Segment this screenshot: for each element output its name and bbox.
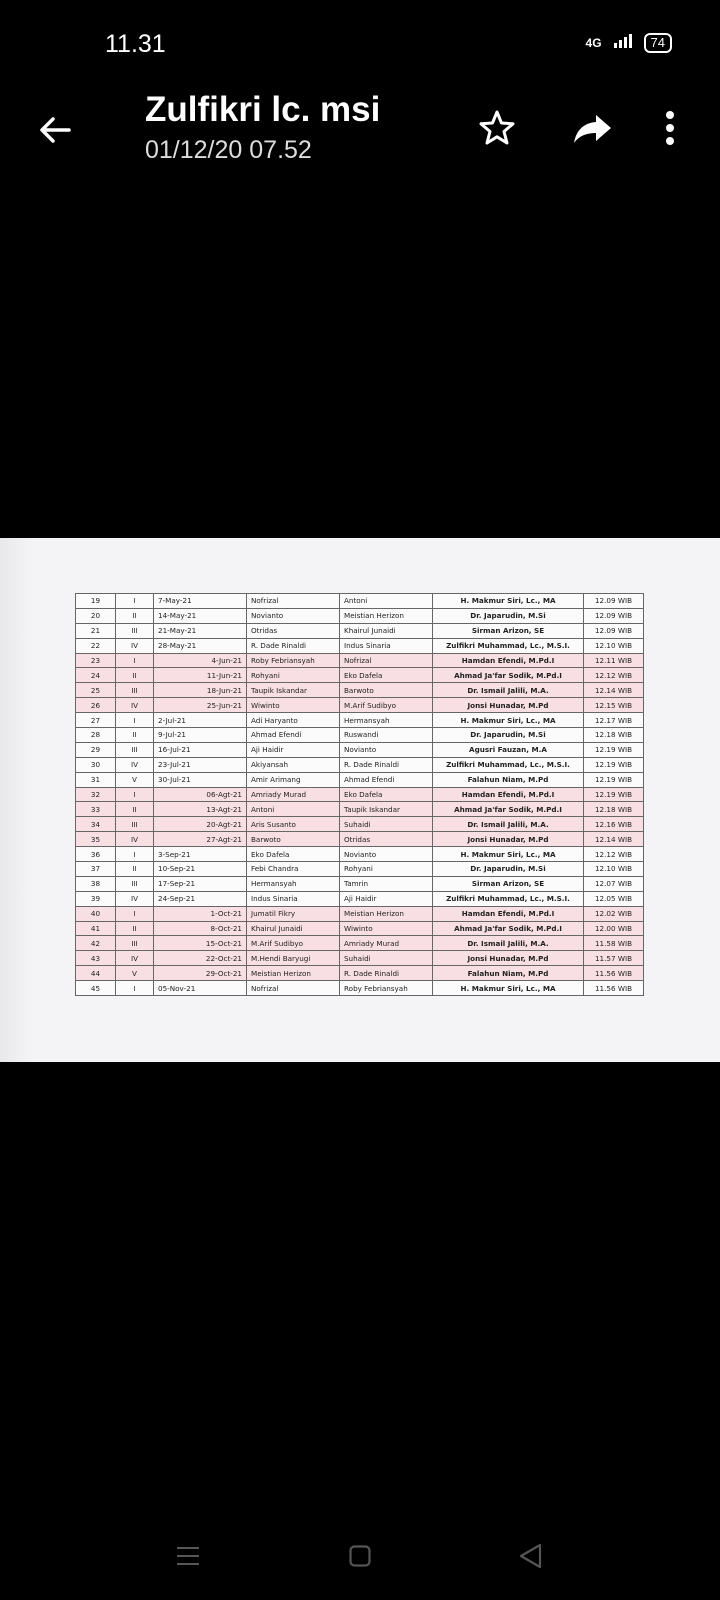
row-number: 33 <box>76 802 116 817</box>
muadzin-cell: Wiwinto <box>340 921 433 936</box>
imam-cell: Antoni <box>247 802 340 817</box>
muadzin-cell: Indus Sinaria <box>340 638 433 653</box>
table-row <box>76 787 644 802</box>
week-number: IV <box>116 832 154 847</box>
date-cell: 05-Nov-21 <box>154 981 247 996</box>
speaker-cell: Dr. Japarudin, M.Si <box>433 728 584 743</box>
muadzin-cell: Hermansyah <box>340 713 433 728</box>
table-row <box>76 966 644 981</box>
speaker-cell: Jonsi Hunadar, M.Pd <box>433 832 584 847</box>
date-cell: 2-Jul-21 <box>154 713 247 728</box>
table-row <box>76 921 644 936</box>
imam-cell: Aji Haidir <box>247 742 340 757</box>
status-bar <box>0 0 720 90</box>
more-vert-icon <box>660 107 680 149</box>
status-icons <box>586 33 672 53</box>
imam-cell: Akiyansah <box>247 757 340 772</box>
time-cell: 12.19 WIB <box>584 742 644 757</box>
muadzin-cell: Ahmad Efendi <box>340 772 433 787</box>
table-row <box>76 906 644 921</box>
home-button[interactable] <box>349 1545 371 1567</box>
table-row <box>76 876 644 891</box>
speaker-cell: Jonsi Hunadar, M.Pd <box>433 951 584 966</box>
table-row <box>76 728 644 743</box>
week-number: IV <box>116 698 154 713</box>
imam-cell: Jumatil Fikry <box>247 906 340 921</box>
row-number: 36 <box>76 847 116 862</box>
muadzin-cell: Novianto <box>340 742 433 757</box>
date-cell: 30-Jul-21 <box>154 772 247 787</box>
recent-apps-icon <box>176 1545 200 1567</box>
imam-cell: Adi Haryanto <box>247 713 340 728</box>
imam-cell: Taupik Iskandar <box>247 683 340 698</box>
time-cell: 12.05 WIB <box>584 891 644 906</box>
week-number: II <box>116 728 154 743</box>
table-row <box>76 594 644 609</box>
speaker-cell: Dr. Ismail Jalili, M.A. <box>433 683 584 698</box>
week-number: I <box>116 906 154 921</box>
muadzin-cell: Suhaidi <box>340 951 433 966</box>
schedule-body <box>76 594 644 996</box>
chat-title: Zulfikri lc. msi <box>145 90 381 129</box>
imam-cell: Barwoto <box>247 832 340 847</box>
date-cell: 17-Sep-21 <box>154 876 247 891</box>
imam-cell: Novianto <box>247 608 340 623</box>
week-number: III <box>116 742 154 757</box>
date-cell: 24-Sep-21 <box>154 891 247 906</box>
time-cell: 12.12 WIB <box>584 847 644 862</box>
table-row <box>76 817 644 832</box>
muadzin-cell: Antoni <box>340 594 433 609</box>
shared-photo[interactable] <box>0 538 720 1062</box>
muadzin-cell: Meistian Herizon <box>340 608 433 623</box>
time-cell: 12.09 WIB <box>584 594 644 609</box>
speaker-cell: Falahun Niam, M.Pd <box>433 966 584 981</box>
date-cell: 29-Oct-21 <box>154 966 247 981</box>
row-number: 27 <box>76 713 116 728</box>
row-number: 35 <box>76 832 116 847</box>
muadzin-cell: Tamrin <box>340 876 433 891</box>
status-time: 11.31 <box>105 30 166 58</box>
time-cell: 12.19 WIB <box>584 787 644 802</box>
date-cell: 4-Jun-21 <box>154 653 247 668</box>
speaker-cell: Dr. Japarudin, M.Si <box>433 608 584 623</box>
nav-back-button[interactable] <box>518 1543 544 1569</box>
network-indicator: 4G <box>585 36 602 50</box>
row-number: 25 <box>76 683 116 698</box>
star-icon <box>476 107 518 149</box>
imam-cell: M.Hendi Baryugi <box>247 951 340 966</box>
imam-cell: Aris Susanto <box>247 817 340 832</box>
muadzin-cell: R. Dade Rinaldi <box>340 757 433 772</box>
time-cell: 11.57 WIB <box>584 951 644 966</box>
week-number: I <box>116 981 154 996</box>
time-cell: 12.19 WIB <box>584 772 644 787</box>
imam-cell: Nofrizal <box>247 981 340 996</box>
imam-cell: Amir Arimang <box>247 772 340 787</box>
battery-indicator: 74 <box>644 33 672 53</box>
share-icon <box>570 107 614 149</box>
imam-cell: Wiwinto <box>247 698 340 713</box>
week-number: V <box>116 772 154 787</box>
muadzin-cell: Nofrizal <box>340 653 433 668</box>
week-number: II <box>116 668 154 683</box>
speaker-cell: H. Makmur Siri, Lc., MA <box>433 594 584 609</box>
speaker-cell: Sirman Arizon, SE <box>433 623 584 638</box>
imam-cell: Eko Dafela <box>247 847 340 862</box>
imam-cell: Febi Chandra <box>247 862 340 877</box>
time-cell: 12.14 WIB <box>584 832 644 847</box>
navigation-bar <box>0 1520 720 1590</box>
imam-cell: Meistian Herizon <box>247 966 340 981</box>
speaker-cell: Ahmad Ja'far Sodik, M.Pd.I <box>433 802 584 817</box>
week-number: I <box>116 594 154 609</box>
muadzin-cell: Aji Haidir <box>340 891 433 906</box>
home-icon <box>349 1545 371 1567</box>
row-number: 32 <box>76 787 116 802</box>
row-number: 40 <box>76 906 116 921</box>
row-number: 38 <box>76 876 116 891</box>
date-cell: 16-Jul-21 <box>154 742 247 757</box>
time-cell: 12.10 WIB <box>584 862 644 877</box>
week-number: IV <box>116 638 154 653</box>
row-number: 30 <box>76 757 116 772</box>
recent-apps-button[interactable] <box>176 1545 200 1567</box>
week-number: III <box>116 936 154 951</box>
speaker-cell: H. Makmur Siri, Lc., MA <box>433 713 584 728</box>
table-row <box>76 668 644 683</box>
time-cell: 12.10 WIB <box>584 638 644 653</box>
speaker-cell: Hamdan Efendi, M.Pd.I <box>433 653 584 668</box>
date-cell: 10-Sep-21 <box>154 862 247 877</box>
muadzin-cell: Rohyani <box>340 862 433 877</box>
time-cell: 12.12 WIB <box>584 668 644 683</box>
table-row <box>76 713 644 728</box>
date-cell: 22-Oct-21 <box>154 951 247 966</box>
time-cell: 12.09 WIB <box>584 623 644 638</box>
muadzin-cell: Barwoto <box>340 683 433 698</box>
time-cell: 12.17 WIB <box>584 713 644 728</box>
time-cell: 11.58 WIB <box>584 936 644 951</box>
row-number: 24 <box>76 668 116 683</box>
table-row <box>76 623 644 638</box>
date-cell: 15-Oct-21 <box>154 936 247 951</box>
imam-cell: R. Dade Rinaldi <box>247 638 340 653</box>
schedule-table <box>75 593 644 996</box>
time-cell: 12.18 WIB <box>584 728 644 743</box>
table-row <box>76 638 644 653</box>
share-button[interactable] <box>570 107 614 149</box>
table-row <box>76 653 644 668</box>
date-cell: 13-Agt-21 <box>154 802 247 817</box>
date-cell: 27-Agt-21 <box>154 832 247 847</box>
speaker-cell: Zulfikri Muhammad, Lc., M.S.I. <box>433 891 584 906</box>
muadzin-cell: Otridas <box>340 832 433 847</box>
speaker-cell: Falahun Niam, M.Pd <box>433 772 584 787</box>
table-row <box>76 832 644 847</box>
table-row <box>76 847 644 862</box>
signal-icon <box>614 34 632 53</box>
date-cell: 1-Oct-21 <box>154 906 247 921</box>
table-row <box>76 936 644 951</box>
week-number: III <box>116 876 154 891</box>
muadzin-cell: Novianto <box>340 847 433 862</box>
row-number: 45 <box>76 981 116 996</box>
row-number: 21 <box>76 623 116 638</box>
time-cell: 12.18 WIB <box>584 802 644 817</box>
speaker-cell: Hamdan Efendi, M.Pd.I <box>433 787 584 802</box>
week-number: IV <box>116 757 154 772</box>
speaker-cell: Zulfikri Muhammad, Lc., M.S.I. <box>433 757 584 772</box>
table-row <box>76 981 644 996</box>
table-row <box>76 608 644 623</box>
speaker-cell: Ahmad Ja'far Sodik, M.Pd.I <box>433 921 584 936</box>
speaker-cell: H. Makmur Siri, Lc., MA <box>433 847 584 862</box>
speaker-cell: Dr. Ismail Jalili, M.A. <box>433 936 584 951</box>
table-row <box>76 698 644 713</box>
time-cell: 12.00 WIB <box>584 921 644 936</box>
row-number: 43 <box>76 951 116 966</box>
date-cell: 7-May-21 <box>154 594 247 609</box>
time-cell: 12.14 WIB <box>584 683 644 698</box>
week-number: I <box>116 653 154 668</box>
row-number: 42 <box>76 936 116 951</box>
muadzin-cell: Amriady Murad <box>340 936 433 951</box>
speaker-cell: Dr. Japarudin, M.Si <box>433 862 584 877</box>
week-number: III <box>116 817 154 832</box>
date-cell: 18-Jun-21 <box>154 683 247 698</box>
row-number: 26 <box>76 698 116 713</box>
muadzin-cell: Suhaidi <box>340 817 433 832</box>
table-row <box>76 742 644 757</box>
paper-edge <box>0 538 30 1062</box>
row-number: 28 <box>76 728 116 743</box>
speaker-cell: Hamdan Efendi, M.Pd.I <box>433 906 584 921</box>
table-row <box>76 951 644 966</box>
more-options-button[interactable] <box>660 107 680 149</box>
speaker-cell: Jonsi Hunadar, M.Pd <box>433 698 584 713</box>
time-cell: 12.15 WIB <box>584 698 644 713</box>
speaker-cell: H. Makmur Siri, Lc., MA <box>433 981 584 996</box>
week-number: III <box>116 683 154 698</box>
time-cell: 12.16 WIB <box>584 817 644 832</box>
table-row <box>76 891 644 906</box>
imam-cell: Amriady Murad <box>247 787 340 802</box>
row-number: 20 <box>76 608 116 623</box>
week-number: I <box>116 847 154 862</box>
row-number: 37 <box>76 862 116 877</box>
row-number: 23 <box>76 653 116 668</box>
date-cell: 28-May-21 <box>154 638 247 653</box>
table-row <box>76 683 644 698</box>
week-number: V <box>116 966 154 981</box>
nav-back-icon <box>518 1543 544 1569</box>
speaker-cell: Zulfikri Muhammad, Lc., M.S.I. <box>433 638 584 653</box>
row-number: 34 <box>76 817 116 832</box>
app-bar <box>0 90 720 170</box>
speaker-cell: Agusri Fauzan, M.A <box>433 742 584 757</box>
date-cell: 9-Jul-21 <box>154 728 247 743</box>
date-cell: 21-May-21 <box>154 623 247 638</box>
date-cell: 11-Jun-21 <box>154 668 247 683</box>
message-timestamp: 01/12/20 07.52 <box>145 136 312 164</box>
muadzin-cell: Khairul Junaidi <box>340 623 433 638</box>
date-cell: 23-Jul-21 <box>154 757 247 772</box>
imam-cell: Ahmad Efendi <box>247 728 340 743</box>
muadzin-cell: Taupik Iskandar <box>340 802 433 817</box>
muadzin-cell: M.Arif Sudibyo <box>340 698 433 713</box>
week-number: II <box>116 608 154 623</box>
back-button[interactable] <box>35 110 75 150</box>
table-row <box>76 757 644 772</box>
week-number: IV <box>116 891 154 906</box>
table-row <box>76 862 644 877</box>
time-cell: 12.02 WIB <box>584 906 644 921</box>
imam-cell: Hermansyah <box>247 876 340 891</box>
week-number: IV <box>116 951 154 966</box>
table-row <box>76 772 644 787</box>
week-number: II <box>116 802 154 817</box>
date-cell: 25-Jun-21 <box>154 698 247 713</box>
imam-cell: M.Arif Sudibyo <box>247 936 340 951</box>
time-cell: 11.56 WIB <box>584 966 644 981</box>
muadzin-cell: R. Dade Rinaldi <box>340 966 433 981</box>
muadzin-cell: Ruswandi <box>340 728 433 743</box>
date-cell: 20-Agt-21 <box>154 817 247 832</box>
muadzin-cell: Roby Febriansyah <box>340 981 433 996</box>
week-number: I <box>116 713 154 728</box>
row-number: 29 <box>76 742 116 757</box>
time-cell: 12.07 WIB <box>584 876 644 891</box>
arrow-left-icon <box>35 110 75 150</box>
week-number: II <box>116 921 154 936</box>
time-cell: 11.56 WIB <box>584 981 644 996</box>
imam-cell: Nofrizal <box>247 594 340 609</box>
muadzin-cell: Meistian Herizon <box>340 906 433 921</box>
week-number: II <box>116 862 154 877</box>
imam-cell: Rohyani <box>247 668 340 683</box>
row-number: 22 <box>76 638 116 653</box>
imam-cell: Indus Sinaria <box>247 891 340 906</box>
date-cell: 3-Sep-21 <box>154 847 247 862</box>
week-number: I <box>116 787 154 802</box>
row-number: 41 <box>76 921 116 936</box>
time-cell: 12.11 WIB <box>584 653 644 668</box>
muadzin-cell: Eko Dafela <box>340 787 433 802</box>
time-cell: 12.19 WIB <box>584 757 644 772</box>
row-number: 39 <box>76 891 116 906</box>
speaker-cell: Ahmad Ja'far Sodik, M.Pd.I <box>433 668 584 683</box>
speaker-cell: Dr. Ismail Jalili, M.A. <box>433 817 584 832</box>
date-cell: 8-Oct-21 <box>154 921 247 936</box>
time-cell: 12.09 WIB <box>584 608 644 623</box>
imam-cell: Otridas <box>247 623 340 638</box>
muadzin-cell: Eko Dafela <box>340 668 433 683</box>
row-number: 44 <box>76 966 116 981</box>
imam-cell: Roby Febriansyah <box>247 653 340 668</box>
date-cell: 14-May-21 <box>154 608 247 623</box>
date-cell: 06-Agt-21 <box>154 787 247 802</box>
week-number: III <box>116 623 154 638</box>
star-button[interactable] <box>476 107 518 149</box>
row-number: 31 <box>76 772 116 787</box>
row-number: 19 <box>76 594 116 609</box>
table-row <box>76 802 644 817</box>
imam-cell: Khairul Junaidi <box>247 921 340 936</box>
speaker-cell: Sirman Arizon, SE <box>433 876 584 891</box>
